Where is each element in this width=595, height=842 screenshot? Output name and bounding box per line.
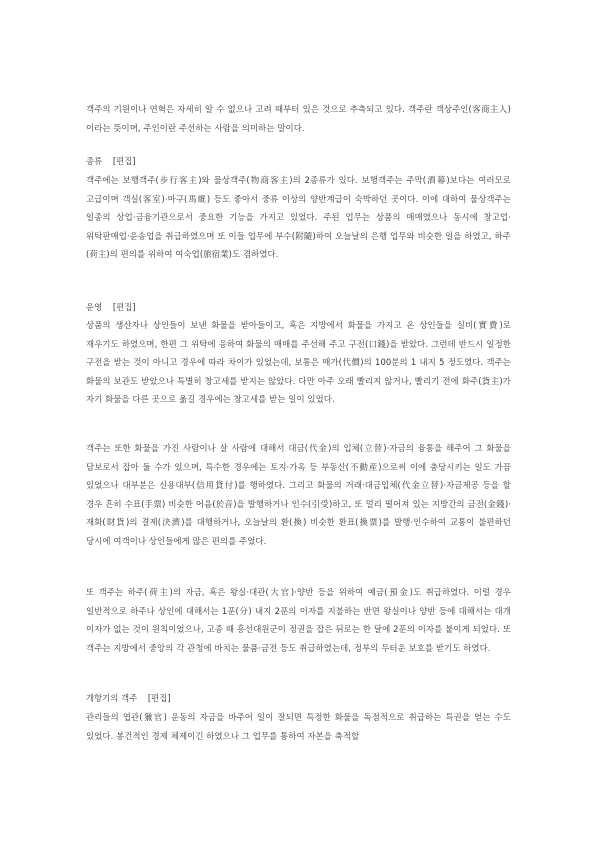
section-heading-operation [86, 298, 136, 317]
body-paragraph: 객주는 또한 화물을 가진 사람이나 살 사람에 대해서 대금(代金)의 입체(立替)·자금의 융통을 해주어 그 화물을 담보로서 잡아 둘 수가 있으며, 특수한 경우에는 토지·가옥 등 부동산(不動産)으로써 이에 충당시키는 일도 가끔 있었으나 대부분은 신용대부(信用貸付)를 행하였다. 그리고 화물의 거래·대금입체(代金立替)·자금제공 등을 할 경우 흔히 수표(手票) 비슷한 어음(於音)을 발행하거나 인수(引受)하고, 또 멀리 떨어져 있는 지방간의 금전(金錢)·재화(財貨)의 결제(決濟)를 대행하거나, 오늘날의 환(換) 비슷한 환표(換票)를 발행·인수하여 교통이 불편하던 당시에 여객이나 상인들에게 많은 편의를 주었다. [86, 443, 511, 546]
edit-link[interactable]: [편집] [112, 156, 136, 166]
edit-link[interactable]: [편집] [147, 693, 171, 703]
section-heading-types [86, 152, 136, 171]
body-paragraph: 상품의 생산자나 상인들이 보낸 화물을 받아들이고, 혹은 지방에서 화물을 가지고 온 상인들을 실비(實費)로 재우기도 하였으며, 한편 그 위탁에 응하여 화물의 매매를 주선해 주고 구전(口錢)을 받았다. 그런데 반드시 일정한 구전을 받는 것이 아니고 경우에 따라 차이가 있었는데, 보통은 매가(代價)의 100분의 1 내지 5 정도였다. 객주는 화물의 보관도 받았으나 특별히 창고세를 받지는 않았다. 다만 아주 오래 빨리지 않거나, 빨리기 전에 화주(貨主)가 자기 화물을 다른 곳으로 옮길 경우에는 창고세를 받는 일이 있었다. [86, 320, 511, 405]
section-title: 종류 [86, 156, 103, 166]
edit-link[interactable]: [편집] [112, 302, 136, 312]
section-heading-opening-port-era [86, 689, 171, 708]
body-paragraph: 객주에는 보행객주(步行客主)와 물상객주(物商客主)의 2종류가 있다. 보행객주는 주막(酒幕)보다는 여러모로 고급이며 객실(客室)·마구(馬廐) 등도 좋아서 중류 이상의 양반계급이 숙박하던 곳이다. 이에 대하여 물상객주는 일종의 상업·금융기관으로서 중요한 기능을 가지고 있었다. 주된 업무는 상품의 매매였으나 동시에 창고업·위탁판매업·운송업을 취급하였으며 또 이들 업무에 부수(附隨)하여 오늘날의 은행 업무와 비슷한 일을 하였고, 하주(荷主)의 편의를 위하여 여숙업(旅宿業)도 겸하였다. [86, 175, 511, 260]
body-paragraph: 또 객주는 하주(荷主)의 자금, 혹은 왕실·대관(大官)·양반 등을 위하여 예금(預金)도 취급하였다. 이럴 경우 일반적으로 하주나 상인에 대해서는 1푼(分) 내지 2푼의 이자를 지불하는 반면 왕실이나 양반 등에 대해서는 대개 이자가 없는 것이 원칙이었으나, 고종 때 흥선대원군이 정권을 잡은 뒤로는 한 달에 2푼의 이자를 붙이게 되었다. 또 객주는 지방에서 중앙의 각 관청에 바치는 물품·금전 등도 취급하였는데, 정부의 두터운 보호를 받기도 하였다. [86, 587, 511, 653]
intro-paragraph: 객주의 기원이나 연혁은 자세히 알 수 없으나 고려 때부터 있은 것으로 추측되고 있다. 객주란 객상주인(客商主人)이라는 뜻이며, 주인이란 주선하는 사람을 의미하는 말이다. [86, 104, 511, 133]
section-title: 개항기의 객주 [86, 693, 138, 703]
body-paragraph: 관리들의 엽관(獵官) 운동의 자금을 바주어 일이 잘되면 특정한 화물을 독점적으로 취급하는 특권을 얻는 수도 있었다. 봉건적인 경제 체제이긴 하였으나 그 업무를 통하여 자본을 축적할 [86, 712, 511, 741]
section-title: 운영 [86, 302, 103, 312]
